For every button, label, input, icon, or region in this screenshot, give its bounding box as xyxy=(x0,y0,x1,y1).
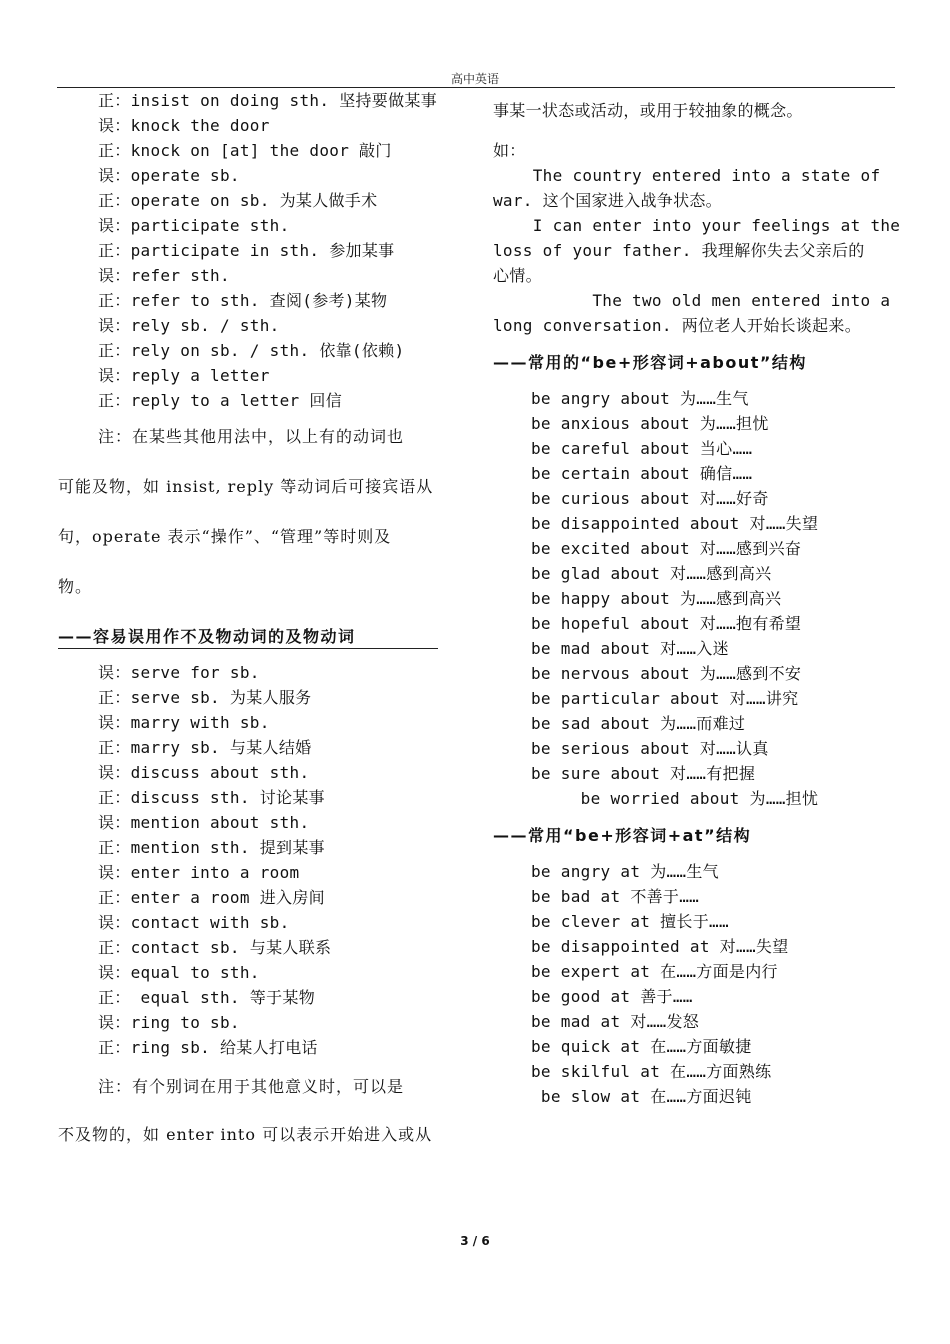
usage-pair-line: 误：knock the door xyxy=(98,116,270,135)
section-title: ——容易误用作不及物动词的及物动词 xyxy=(58,627,356,646)
usage-pair-line: 正：refer to sth. 查阅(参考)某物 xyxy=(98,291,388,310)
section-title: ——常用“be+形容词+at”结构 xyxy=(493,826,752,845)
usage-pair-line: 误：enter into a room xyxy=(98,863,300,882)
intro-line: war. 这个国家进入战争状态。 xyxy=(493,191,722,210)
usage-pair-line: 正：knock on [at] the door 敲门 xyxy=(98,141,392,160)
usage-pair-line: 正：operate on sb. 为某人做手术 xyxy=(98,191,378,210)
usage-pair-line: 正：mention sth. 提到某事 xyxy=(98,838,325,857)
phrase-line: be mad at 对……发怒 xyxy=(531,1012,700,1031)
note-line: 句，operate 表示“操作”、“管理”等时则及 xyxy=(58,527,392,546)
phrase-line: be certain about 确信…… xyxy=(531,464,753,483)
phrase-line: be excited about 对……感到兴奋 xyxy=(531,539,802,558)
usage-pair-line: 正：contact sb. 与某人联系 xyxy=(98,938,332,957)
phrase-line: be particular about 对……讲究 xyxy=(531,689,799,708)
intro-line: loss of your father. 我理解你失去父亲后的 xyxy=(493,241,865,260)
phrase-line: be anxious about 为……担忧 xyxy=(531,414,769,433)
usage-pair-line: 误：operate sb. xyxy=(98,166,240,185)
usage-pair-line: 误：contact with sb. xyxy=(98,913,290,932)
usage-pair-line: 误：refer sth. xyxy=(98,266,230,285)
usage-pair-line: 误：ring to sb. xyxy=(98,1013,240,1032)
phrase-line: be curious about 对……好奇 xyxy=(531,489,769,508)
note-line: 注：有个别词在用于其他意义时，可以是 xyxy=(98,1077,405,1096)
phrase-line: be good at 善于…… xyxy=(531,987,693,1006)
phrase-line: be bad at 不善于…… xyxy=(531,887,700,906)
phrase-line: be expert at 在……方面是内行 xyxy=(531,962,778,981)
intro-line: I can enter into your feelings at the xyxy=(493,216,901,235)
phrase-line: be quick at 在……方面敏捷 xyxy=(531,1037,752,1056)
note-line: 物。 xyxy=(58,577,93,596)
usage-pair-line: 误：marry with sb. xyxy=(98,713,270,732)
usage-pair-line: 正：serve sb. 为某人服务 xyxy=(98,688,312,707)
usage-pair-line: 正：enter a room 进入房间 xyxy=(98,888,325,907)
note-line: 可能及物，如 insist, reply 等动词后可接宾语从 xyxy=(58,477,434,496)
phrase-line: be skilful at 在……方面熟练 xyxy=(531,1062,772,1081)
phrase-line: be happy about 为……感到高兴 xyxy=(531,589,782,608)
page-number: 3 / 6 xyxy=(460,1234,490,1248)
phrase-line: be glad about 对……感到高兴 xyxy=(531,564,772,583)
intro-line: 心情。 xyxy=(493,266,542,285)
usage-pair-line: 误：mention about sth. xyxy=(98,813,310,832)
usage-pair-line: 正：discuss sth. 讨论某事 xyxy=(98,788,325,807)
phrase-line: be sad about 为……而难过 xyxy=(531,714,746,733)
phrase-line: be disappointed at 对……失望 xyxy=(531,937,789,956)
intro-line: 如： xyxy=(493,141,526,160)
intro-line: The country entered into a state of xyxy=(493,166,881,185)
usage-pair-line: 正：insist on doing sth. 坚持要做某事 xyxy=(98,91,437,110)
phrase-line: be sure about 对……有把握 xyxy=(531,764,756,783)
phrase-line: be clever at 擅长于…… xyxy=(531,912,729,931)
section-title: ——常用的“be+形容词+about”结构 xyxy=(493,353,807,372)
usage-pair-line: 误：serve for sb. xyxy=(98,663,260,682)
usage-pair-line: 正：ring sb. 给某人打电话 xyxy=(98,1038,318,1057)
phrase-line: be nervous about 为……感到不安 xyxy=(531,664,802,683)
phrase-line: be serious about 对……认真 xyxy=(531,739,769,758)
usage-pair-line: 正：marry sb. 与某人结婚 xyxy=(98,738,312,757)
phrase-line: be angry at 为……生气 xyxy=(531,862,719,881)
usage-pair-line: 误：discuss about sth. xyxy=(98,763,310,782)
usage-pair-line: 误：participate sth. xyxy=(98,216,290,235)
usage-pair-line: 误：rely sb. / sth. xyxy=(98,316,280,335)
page-header: 高中英语 xyxy=(450,72,499,86)
phrase-line: be careful about 当心…… xyxy=(531,439,753,458)
usage-pair-line: 误：reply a letter xyxy=(98,366,270,385)
intro-line: The two old men entered into a xyxy=(493,291,891,310)
intro-line: long conversation. 两位老人开始长谈起来。 xyxy=(493,316,862,335)
usage-pair-line: 正：participate in sth. 参加某事 xyxy=(98,241,395,260)
phrase-line: be hopeful about 对……抱有希望 xyxy=(531,614,802,633)
phrase-line: be slow at 在……方面迟钝 xyxy=(531,1087,752,1106)
usage-pair-line: 正： equal sth. 等于某物 xyxy=(98,988,315,1007)
usage-pair-line: 误：equal to sth. xyxy=(98,963,260,982)
header-rule xyxy=(57,87,895,88)
usage-pair-line: 正：rely on sb. / sth. 依靠(依赖) xyxy=(98,341,405,360)
phrase-line: be mad about 对……入迷 xyxy=(531,639,729,658)
intro-line: 事某一状态或活动，或用于较抽象的概念。 xyxy=(493,101,803,120)
phrase-line: be worried about 为……担忧 xyxy=(531,789,819,808)
note-line: 注：在某些其他用法中，以上有的动词也 xyxy=(98,427,405,446)
note-line: 不及物的，如 enter into 可以表示开始进入或从 xyxy=(58,1125,433,1144)
usage-pair-line: 正：reply to a letter 回信 xyxy=(98,391,342,410)
phrase-line: be angry about 为……生气 xyxy=(531,389,749,408)
phrase-line: be disappointed about 对……失望 xyxy=(531,514,819,533)
section-underline xyxy=(58,648,438,649)
